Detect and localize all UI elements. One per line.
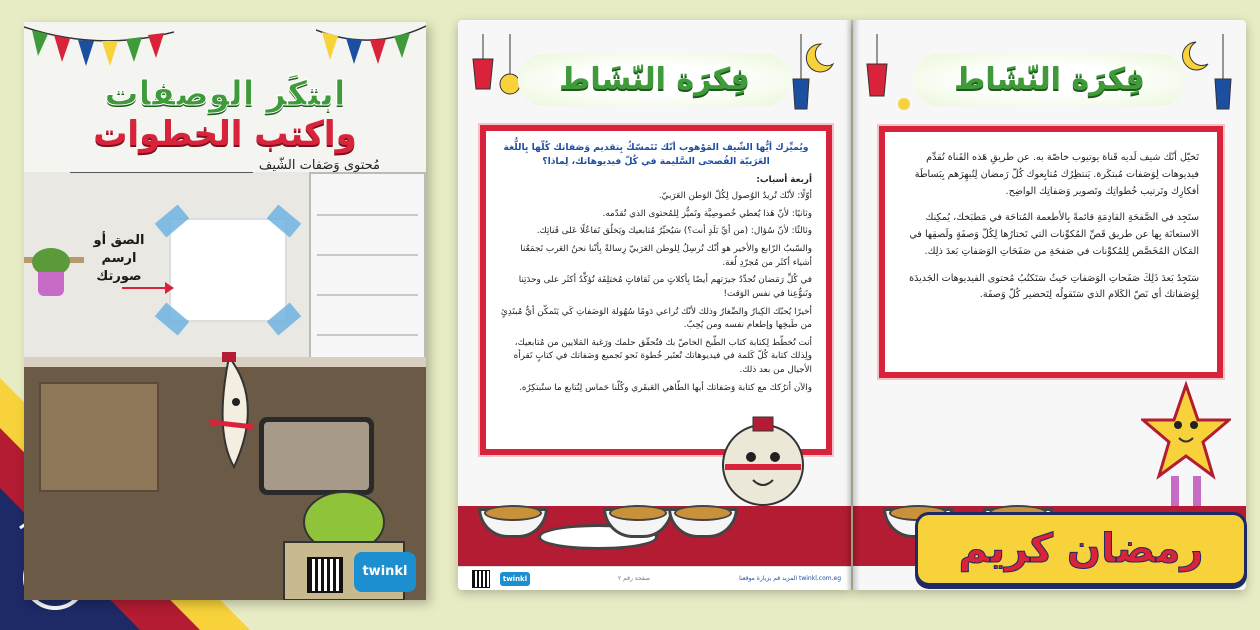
paragraph: والآن أترُكك مع كتابة وَصَفاتك أيها الطّاهي العَبقَري وكُلّنا حَماس لِنُتابع ما ستُبتكِرُه.	[519, 382, 812, 393]
lantern-decoration-icon	[859, 34, 919, 124]
star-mascot-illustration	[1141, 380, 1231, 520]
bunting-right-decoration	[316, 22, 426, 82]
bunting-left-decoration	[24, 22, 174, 82]
page-title: فِكرَة النّشَاط	[913, 54, 1186, 106]
cover-title-line2: واكتب الخطوات	[93, 114, 357, 154]
paragraph: تَخيّل أنّك شيف لَديه قَناة يوتيوب خاصّة به. عن طريقِ هَذه القَناة تُقدِّم فيديوهات لِوَصَفات مُبتكَرة. يَنتظِرُك مُتابِعوك كُلّ رَمضان لِتُبهِرَهم بِبَساطَة أفكارِك وتَرتيب خُطواتِك وتَصوير وَصَفاتِك الواضِح.	[914, 152, 1199, 197]
page-footer	[458, 566, 851, 590]
reasons-heading: أربعة أسباب:	[756, 174, 812, 185]
chef-name-line[interactable]	[70, 161, 253, 173]
qr-code	[472, 570, 490, 588]
paragraph: سَتَجِدُ بَعدَ ذَلِكَ صَفَحاتِ الوَصَفاتِ حَيثُ سَتَكتُبُ مُحتوى الفيديوهات الجَديدَة لِوَصَفاتك أي نَصّ الكَلام الذي سَتَقولُه لِتَحضير كُلّ وَصفَة.	[909, 272, 1199, 301]
text-frame	[879, 126, 1223, 378]
paragraph: أوّلًا: لأنّك تُريدُ الوُصول لِكُلّ الوَطن العَرَبيّ.	[658, 191, 812, 202]
crescent-lantern-decoration-icon	[1178, 34, 1238, 124]
ramadan-kareem-badge	[915, 512, 1247, 586]
crescent-mascot-illustration	[194, 352, 264, 472]
paragraph: أخيرًا يُحبّك الكِبارُ والصِّغارُ وذلك لأنّك تُراعي دَومًا سُهُولة الوَصَفاتِ كَي يَتَمكّن أيُّ مُبتَدِئٍ من طَبخِها وإطعام نفسه ومن يُحِبّ.	[500, 306, 812, 331]
drawers-illustration	[39, 382, 159, 492]
twinkl-logo: twinkl	[354, 552, 416, 592]
page-title: فِكرَة النّشَاط	[518, 54, 791, 106]
lead-question: ويُميِّزك أيُّها الشّيف المَوْهوب أنّك تَتَمسّكُ بِتقديم وَصَفاتك كُلّها بِاللُّغة العَرَبيّة الفُصحى السَّليمة في كُلّ فيديوهاتك، لِماذا؟	[503, 142, 809, 168]
qr-code	[307, 557, 343, 593]
page-activity-idea-2	[458, 20, 851, 590]
twinkl-logo: twinkl	[500, 572, 530, 586]
open-booklet	[458, 20, 1248, 590]
page-number: صفحة رقم ٢	[618, 575, 651, 582]
cabinet-illustration	[309, 172, 426, 382]
paragraph: في كُلِّ رَمَضان تُجدِّدُ جيرَتهم أيضًا بِأكلاتٍ من ثَقافاتٍ مُختلِفَة تُؤكِّدُ أكثَر على وحدَتِنا وتَنوُّعِنا في نفس الوَقت!	[518, 275, 812, 299]
paragraph: وثانيًا: لأنّ هَذا يُعطي خُصوصِيَّة وتَميُّز لِلمُحتوى الذي تُقدّمه.	[602, 208, 812, 219]
photo-instruction: الصق أو ارسم صورتك	[93, 233, 145, 285]
plant-pot	[38, 272, 64, 296]
arrow-icon	[122, 287, 172, 289]
activity-text	[903, 150, 1199, 354]
moon-mascot-illustration	[713, 415, 813, 525]
booklet-cover	[24, 22, 426, 600]
paragraph: ستَجِد في الصَّفحَةِ القادِمَةِ قائمةً بِالأطعمة المُتاحَة في مَطبَخك، يُمكِنك الاستعانَة بِها عن طريق قَصِّ المُكوِّنات التي تَختارُها لِكُلّ وَصفَةٍ ولَصقِها في المَكان المُخَصَّص لِلمُكوِّنات في صَفحَةِ من صَفَحَاتِ الوَصَفاتِ بَعدَ ذلِك.	[909, 212, 1199, 257]
paragraph: وثالثًا: لأنّ سُؤال: (من أيِّ بَلَدٍ أنت؟) سَيُحيِّرُ مُتابعيك ويَخلُق تَفاعُلًا عَلى قَناتِك.	[536, 226, 812, 237]
paragraph: أنت تُخطّط لِكتابة كتاب الطّبخ الخاصّ بك فتُحقّق حلمك ورَغبة المَلايين من مُتابعيك، ولِذلك كتابة كُلّ كَلمة في فيديوهاتك تُعتَبر خُطوة نَحو تَجميع وَصَفاتك في كتابٍ تَقرأه الأجيال من بعد ذلك.	[513, 337, 812, 375]
activity-text	[500, 141, 812, 439]
text-frame	[480, 125, 832, 455]
badge-text: رمضان كريم	[958, 526, 1204, 572]
paragraph: والسّببُ الرّابع والأخير هو أنّك تُرسِلُ لِلوطن العَرَبيّ رِسالةً بِأنّنا نحنُ العَرب تَجمَعُنا أشياء أكثَر من مُجرّدِ لُغة.	[520, 244, 812, 268]
page-activity-idea-1	[853, 20, 1246, 590]
chef-name-label: مُحتوى وَصَفات الشّيف	[258, 158, 380, 173]
photo-placeholder[interactable]	[169, 218, 287, 322]
book-spine	[846, 20, 860, 590]
footer-website: twinkl.com.eg المزيد قم بزيارة موقعنا	[739, 575, 841, 582]
chef-name-field[interactable]	[70, 158, 380, 173]
cover-title-line1: ابتكَر الوصفات	[104, 74, 346, 114]
